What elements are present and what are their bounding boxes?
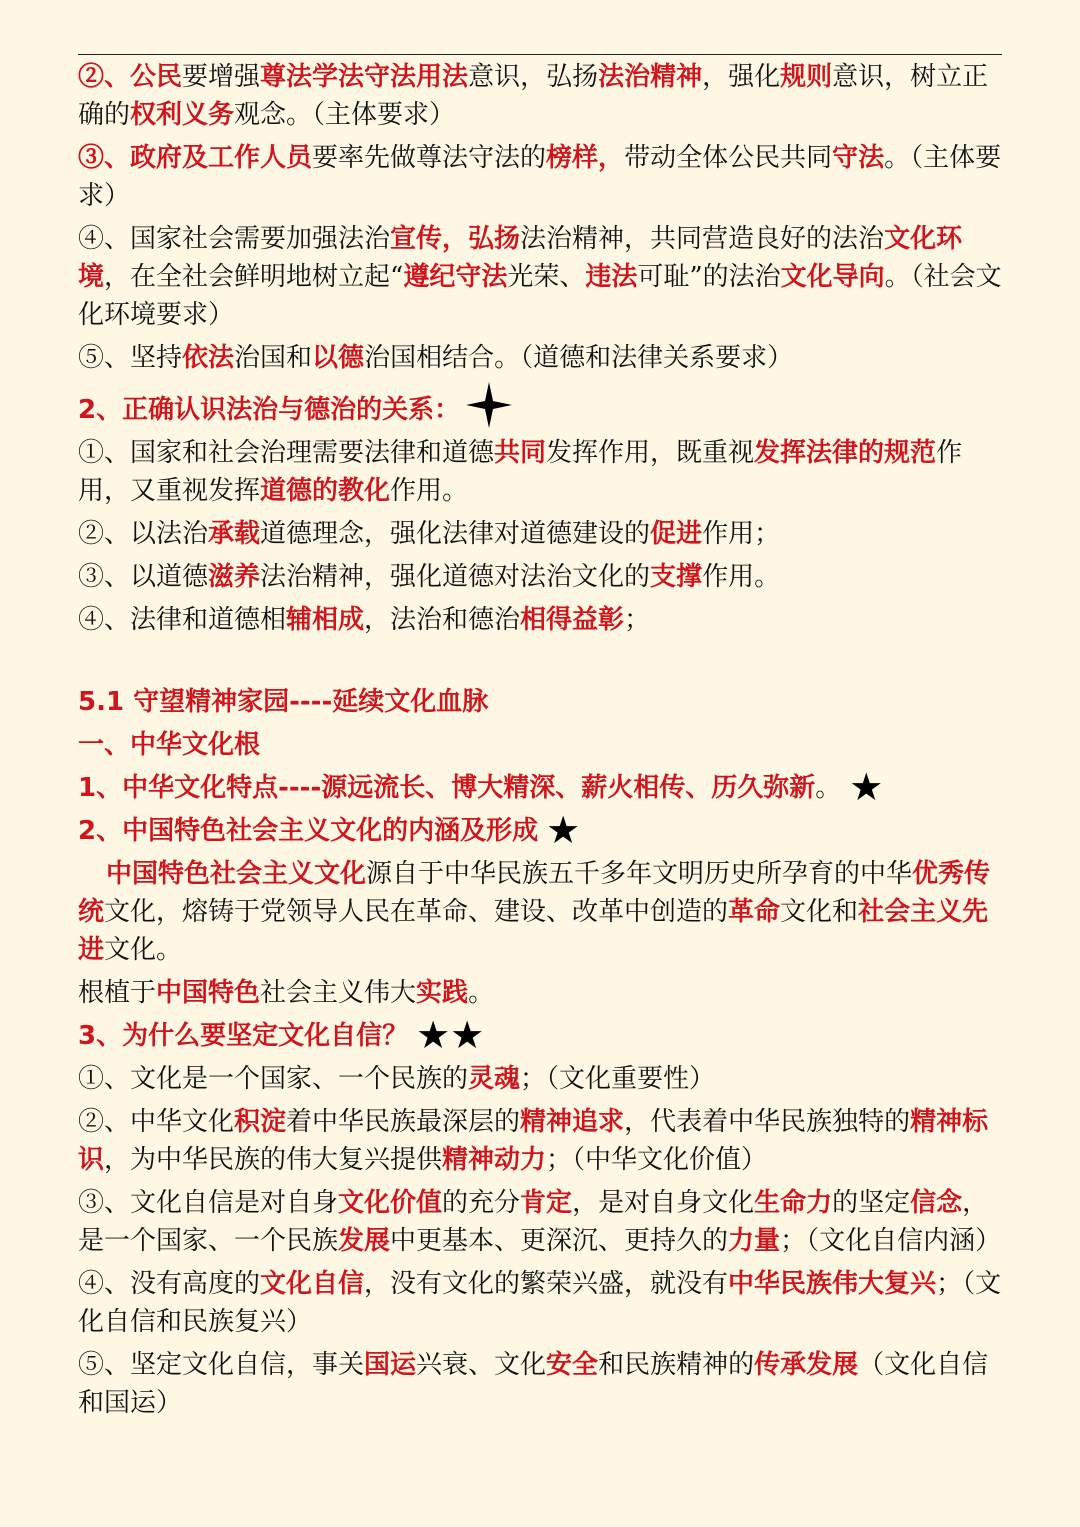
- socialist-culture-body: 中国特色社会主义文化源自于中华民族五千多年文明历史所孕育的中华优秀传统文化，熔铸于党领导人民在革命、建设、改革中创造的革命文化和社会主义先进文化。: [78, 859, 991, 965]
- item-citizen: ②、公民要增强尊法学法守法用法意识，弘扬法治精神，强化规则意识，树立正确的权利义务观念。（主体要求）: [78, 62, 989, 130]
- relation-item-1: ①、国家和社会治理需要法律和道德共同发挥作用，既重视发挥法律的规范作用，又重视发挥道德的教化作用。: [78, 438, 963, 506]
- confidence-item-5: ⑤、坚定文化自信，事关国运兴衰、文化安全和民族精神的传承发展（文化自信和国运）: [78, 1350, 989, 1418]
- culture-features: 1、中华文化特点----源远流长、博大精深、薪火相传、历久弥新。 ★: [78, 765, 884, 809]
- heading-law-virtue-relation: 2、正确认识法治与德治的关系：: [78, 382, 1008, 429]
- confidence-item-4: ④、没有高度的文化自信，没有文化的繁荣兴盛，就没有中华民族伟大复兴；（文化自信和民族复兴）: [78, 1269, 1002, 1337]
- star-icon: ★: [849, 765, 884, 809]
- document-body: [78, 58, 1008, 1422]
- item-government: ③、政府及工作人员要率先做尊法守法的榜样，带动全体公民共同守法。（主体要求）: [78, 143, 1002, 211]
- item-society: ④、国家社会需要加强法治宣传，弘扬法治精神，共同营造良好的法治文化环境，在全社会鲜明地树立起“遵纪守法光荣、违法可耻”的法治文化导向。（社会文化环境要求）: [78, 224, 1002, 330]
- confidence-item-1: ①、文化是一个国家、一个民族的灵魂；（文化重要性）: [78, 1064, 716, 1094]
- heading-cultural-confidence: 3、为什么要坚定文化自信？ ★★: [78, 1013, 485, 1057]
- confidence-item-2: ②、中华文化积淀着中华民族最深层的精神追求，代表着中华民族独特的精神标识，为中华民族的伟大复兴提供精神动力；（中华文化价值）: [78, 1107, 989, 1175]
- heading-socialist-culture: 2、中国特色社会主义文化的内涵及形成 ★: [78, 808, 581, 852]
- top-divider: [78, 54, 1002, 55]
- part-title: 一、中华文化根: [78, 730, 261, 760]
- four-point-star-icon: [466, 382, 512, 428]
- relation-item-3: ③、以道德滋养法治精神，强化道德对法治文化的支撑作用。: [78, 562, 781, 592]
- item-law-and-virtue: ⑤、坚持依法治国和以德治国相结合。（道德和法律关系要求）: [78, 343, 794, 373]
- relation-item-4: ④、法律和道德相辅相成，法治和德治相得益彰；: [78, 605, 651, 635]
- section-title: 5.1 守望精神家园----延续文化血脉: [78, 687, 489, 717]
- relation-item-2: ②、以法治承载道德理念，强化法律对道德建设的促进作用；: [78, 519, 781, 549]
- socialist-culture-roots: 根植于中国特色社会主义伟大实践。: [78, 978, 495, 1008]
- double-star-icon: ★★: [416, 1013, 485, 1057]
- star-icon: ★: [546, 808, 581, 852]
- confidence-item-3: ③、文化自信是对自身文化价值的充分肯定，是对自身文化生命力的坚定信念，是一个国家、一个民族发展中更基本、更深沉、更持久的力量；（文化自信内涵）: [78, 1188, 1002, 1256]
